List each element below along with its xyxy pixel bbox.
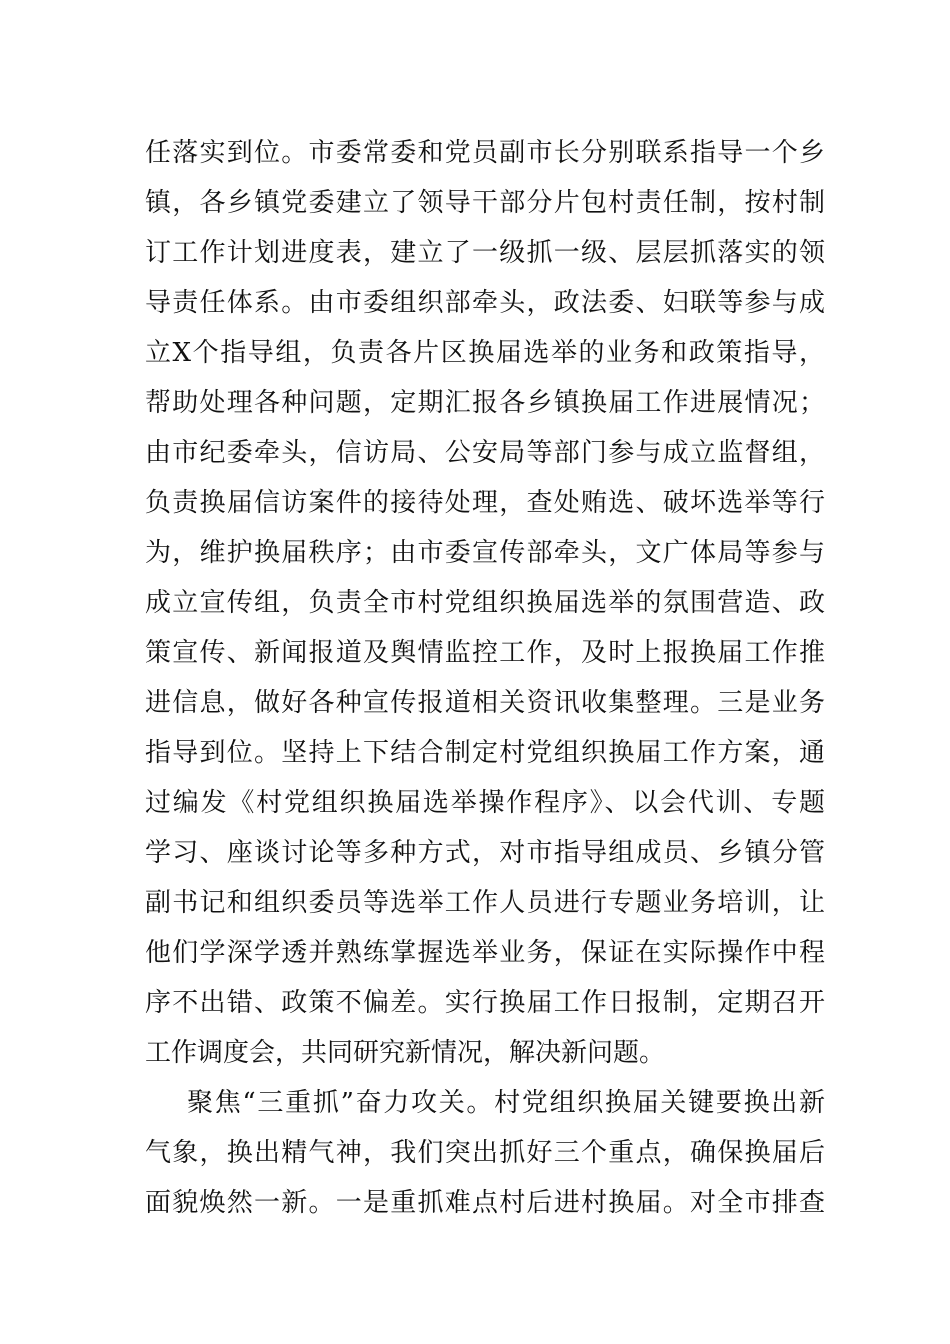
text-line: 成立宣传组，负责全市村党组织换届选举的氛围营造、政 — [145, 588, 825, 618]
paragraph-end-line: 工作调度会，共同研究新情况，解决新问题。 — [145, 1038, 666, 1068]
text-line: 镇，各乡镇党委建立了领导干部分片包村责任制，按村制 — [145, 188, 825, 218]
text-line: 序不出错、政策不偏差。实行换届工作日报制，定期召开 — [145, 988, 825, 1018]
text-line: 策宣传、新闻报道及舆情监控工作，及时上报换届工作推 — [145, 638, 825, 668]
text-line: 他们学深学透并熟练掌握选举业务，保证在实际操作中程 — [145, 938, 825, 968]
text-line: 进信息，做好各种宣传报道相关资讯收集整理。三是业务 — [145, 688, 825, 718]
text-line: 过编发《村党组织换届选举操作程序》、以会代训、专题 — [145, 788, 825, 818]
text-line: 学习、座谈讨论等多种方式，对市指导组成员、乡镇分管 — [145, 838, 825, 868]
text-line: 面貌焕然一新。一是重抓难点村后进村换届。对全市排查 — [145, 1188, 825, 1218]
text-line: 指导到位。坚持上下结合制定村党组织换届工作方案，通 — [145, 738, 825, 768]
paragraph-start-line: 聚焦“三重抓”奋力攻关。村党组织换届关键要换出新 — [187, 1088, 825, 1118]
text-line: 气象，换出精气神，我们突出抓好三个重点，确保换届后 — [145, 1138, 825, 1168]
text-line: 为，维护换届秩序；由市委宣传部牵头，文广体局等参与 — [145, 538, 825, 568]
text-line: 订工作计划进度表，建立了一级抓一级、层层抓落实的领 — [145, 238, 825, 268]
body-text — [145, 128, 825, 1228]
text-line: 副书记和组织委员等选举工作人员进行专题业务培训，让 — [145, 888, 825, 918]
text-line: 负责换届信访案件的接待处理，查处贿选、破坏选举等行 — [145, 488, 825, 518]
text-line: 导责任体系。由市委组织部牵头，政法委、妇联等参与成 — [145, 288, 825, 318]
text-line: 帮助处理各种问题，定期汇报各乡镇换届工作进展情况； — [145, 388, 825, 418]
text-line: 由市纪委牵头，信访局、公安局等部门参与成立监督组， — [145, 438, 825, 468]
text-line: 立X个指导组，负责各片区换届选举的业务和政策指导， — [145, 338, 825, 368]
text-line: 任落实到位。市委常委和党员副市长分别联系指导一个乡 — [145, 138, 825, 168]
